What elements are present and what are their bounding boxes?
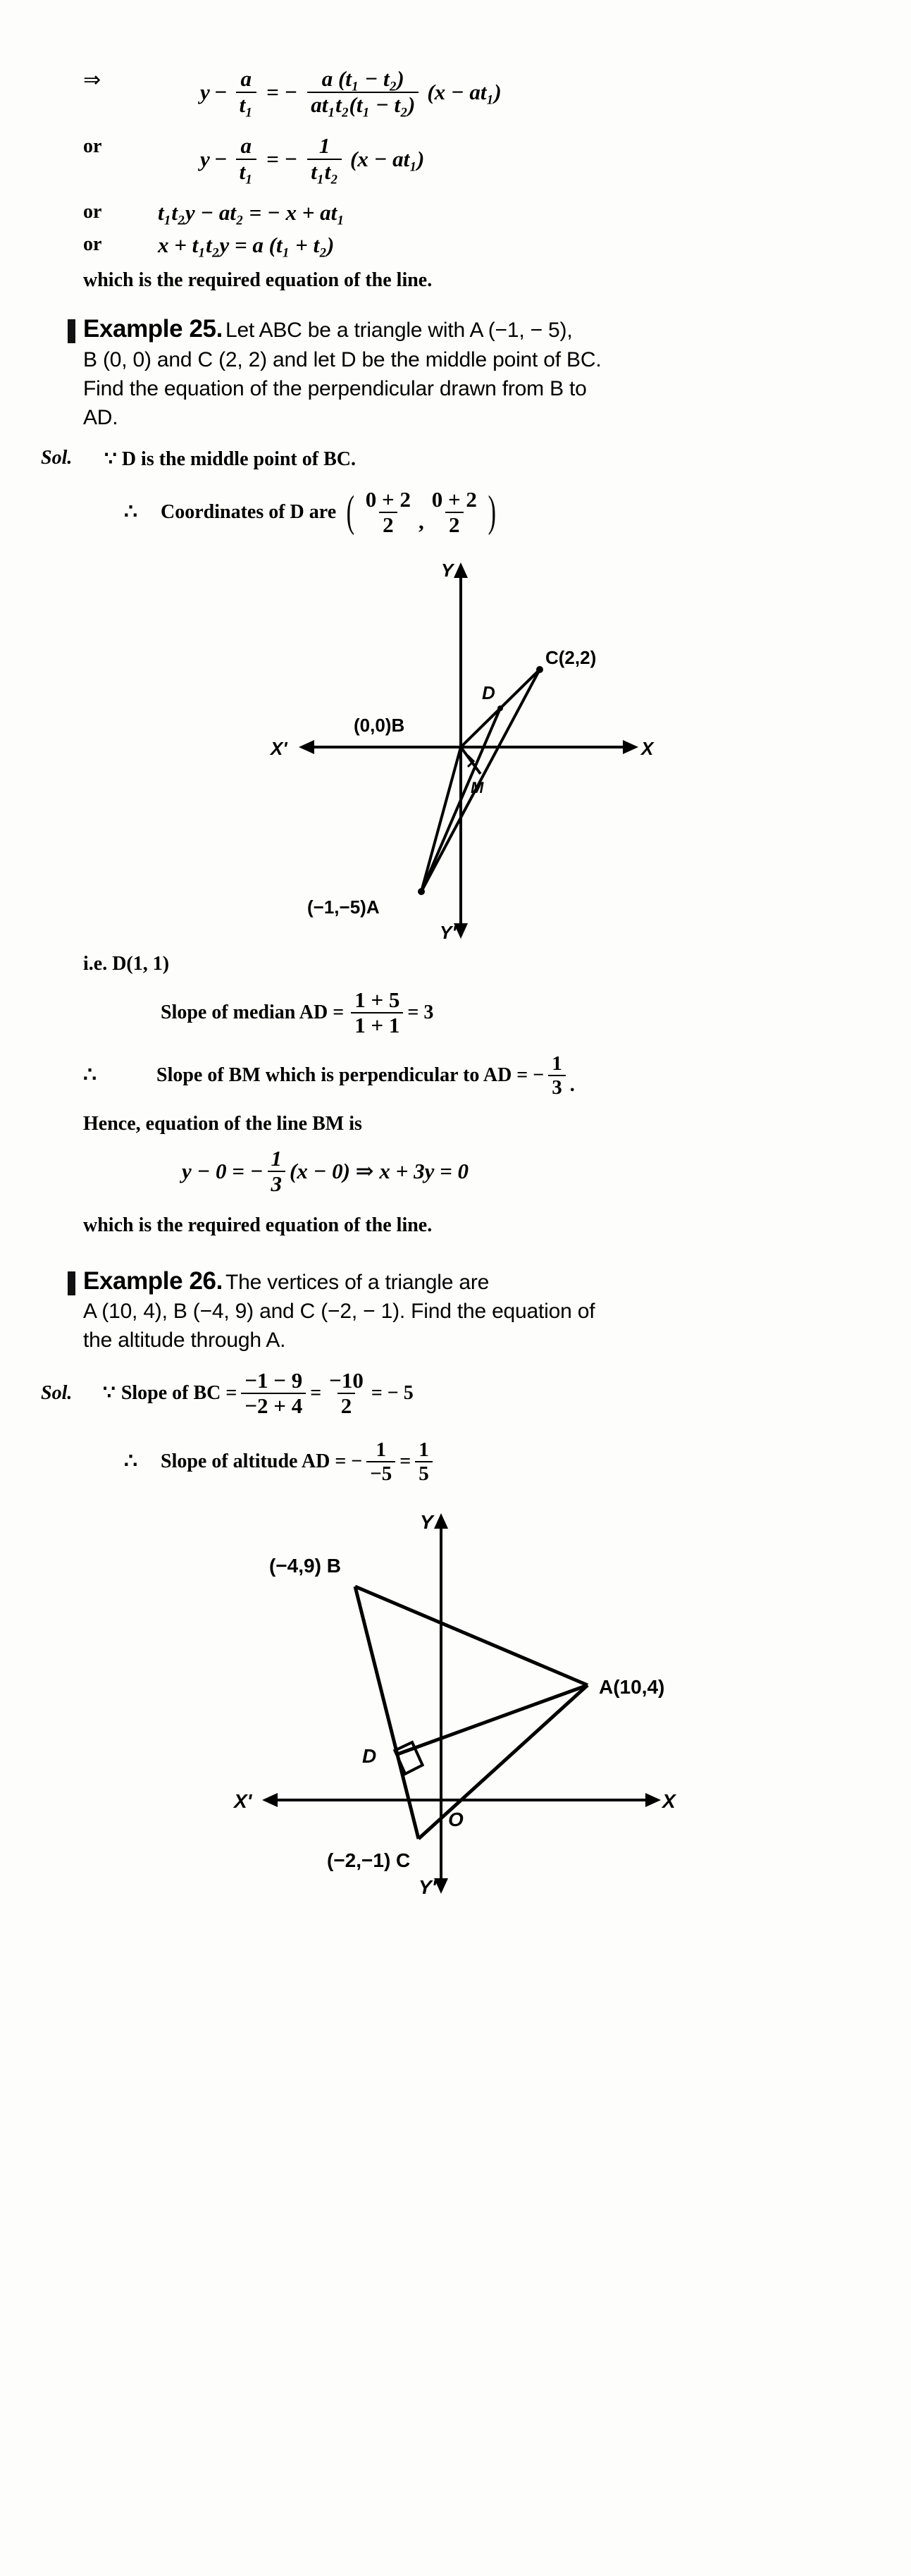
- slope-bc-lead: ∵: [103, 1381, 116, 1404]
- example-25-statement-line-4: AD.: [83, 406, 118, 430]
- d2-frac-den: t₁: [236, 159, 256, 184]
- point-A-dot: [418, 888, 425, 895]
- example-25-coords-row: [124, 488, 881, 537]
- slope-bm-lead: ∴: [83, 1064, 97, 1087]
- derivation-line-1: [83, 68, 841, 116]
- label-point-C: C(2,2): [545, 646, 596, 668]
- label-axis-y-pos: Y: [440, 559, 453, 581]
- example-26-statement-line-1: The vertices of a triangle are: [225, 1270, 490, 1294]
- derivation-line-2-math: [200, 135, 424, 183]
- d1-minus: −: [213, 79, 228, 104]
- slope-bc-den-2: 2: [337, 1393, 356, 1418]
- slope-median-value: = 3: [407, 1001, 434, 1023]
- derivation-line-3-lead: or: [83, 201, 102, 223]
- slope-bm-text: Slope of BM which is perpendicular to AD = −: [156, 1064, 545, 1086]
- slope-bm-den: 3: [548, 1075, 566, 1098]
- example-25-slope-bm: [83, 1053, 841, 1099]
- example-26-statement-line-2: A (10, 4), B (−4, 9) and C (−2, − 1). Find the equation of: [83, 1300, 595, 1324]
- slope-alt-den-2: 5: [415, 1461, 433, 1484]
- coords-frac-y: [428, 488, 481, 537]
- page-content: [41, 66, 841, 1909]
- derivation-line-1-lead: ⇒: [83, 68, 101, 92]
- example-marker-bar-icon-2: [68, 1271, 75, 1295]
- example-25-slope-median: [161, 989, 841, 1037]
- slope-median-label: Slope of median AD =: [161, 1001, 345, 1023]
- slope-bc-num-2: −10: [329, 1367, 364, 1393]
- derivation-closing: which is the required equation of the line.: [83, 269, 433, 292]
- y-pos-arrow-icon: [434, 1513, 448, 1529]
- d1-frac-num: a: [240, 66, 252, 91]
- example-25-sol-label: Sol.: [41, 446, 73, 469]
- derivation-line-4-lead: or: [83, 233, 102, 256]
- figure-example-26: [230, 1500, 695, 1902]
- slope-median-frac: [351, 989, 403, 1037]
- slope-bc-den-1: −2 + 4: [241, 1393, 306, 1418]
- coords-frac-y-den: 2: [445, 512, 464, 537]
- d2-eq: = −: [266, 146, 298, 171]
- point-D-dot: [497, 705, 503, 711]
- example-26-title: Example 26.: [83, 1267, 223, 1295]
- slope-alt-frac-2: [415, 1439, 433, 1485]
- example-26-statement-line-3: the altitude through A.: [83, 1329, 286, 1352]
- coords-frac-x-den: 2: [379, 512, 397, 537]
- slope-alt-frac-1: [366, 1439, 395, 1485]
- slope-alt-den-1: −5: [366, 1461, 395, 1484]
- label-point-D: D: [361, 1744, 376, 1767]
- point-C-dot: [536, 666, 543, 673]
- segment-AD-altitude: [397, 1685, 588, 1754]
- final-eq-left: y − 0 = −: [182, 1159, 264, 1184]
- coords-frac-y-num: 0 + 2: [431, 486, 477, 512]
- example-25-coords-text: Coordinates of D are: [161, 500, 337, 523]
- label-point-A: A(10,4): [598, 1675, 664, 1698]
- slope-bc-num-1: −1 − 9: [244, 1367, 303, 1393]
- final-eq-num: 1: [271, 1145, 282, 1171]
- slope-bc-value: = − 5: [371, 1381, 414, 1404]
- slope-bm-period: .: [569, 1073, 575, 1096]
- example-26-solution-row: [41, 1369, 841, 1418]
- final-eq-den: 3: [268, 1171, 286, 1196]
- derivation-line-3: [83, 200, 841, 226]
- derivation-line-4-math: x + t₁t₂y = a (t₁ + t₂): [158, 233, 335, 258]
- derivation-line-4: [83, 233, 841, 258]
- example-25-statement-line-2: B (0, 0) and C (2, 2) and let D be the middle point of BC.: [83, 347, 602, 371]
- slope-alt-num-2: 1: [419, 1438, 429, 1461]
- axis-arrowheads: [299, 559, 638, 939]
- d2-tail: (x − at₁): [350, 146, 425, 171]
- example-25-ie-line: i.e. D(1, 1): [83, 952, 170, 975]
- label-axis-y-neg: Y': [439, 921, 457, 943]
- label-point-B: (0,0)B: [353, 714, 404, 736]
- y-pos-arrow-icon: [454, 562, 468, 578]
- slope-median-den: 1 + 1: [351, 1012, 403, 1037]
- x-pos-arrow-icon: [623, 740, 638, 754]
- example-25-solution-row: [41, 447, 841, 473]
- example-26-slope-altitude: [124, 1439, 881, 1485]
- example-25-final-equation: [182, 1147, 841, 1196]
- d2-minus: −: [213, 146, 228, 171]
- coords-separator: ,: [418, 508, 424, 534]
- label-axis-x-neg: X': [233, 1789, 252, 1812]
- example-25-heading: [68, 315, 841, 345]
- example-25: [41, 315, 841, 1239]
- d2-frac-a-t1: [236, 135, 256, 183]
- label-point-M: M: [470, 778, 483, 796]
- label-point-O: O: [447, 1808, 464, 1830]
- example-26-heading: [68, 1267, 841, 1297]
- d2-big-num: 1: [318, 133, 330, 159]
- slope-alt-num-1: 1: [376, 1438, 387, 1461]
- label-axis-x-pos: X: [662, 1789, 676, 1812]
- derivation-line-2-lead: or: [83, 135, 102, 158]
- d2-big-frac: [307, 135, 342, 183]
- label-point-C: (−2,−1) C: [326, 1849, 410, 1871]
- example-25-sol-given: ∵ D is the middle point of BC.: [104, 448, 356, 470]
- d1-frac-a-t1: [236, 68, 256, 116]
- example-25-closing: which is the required equation of the line.: [83, 1214, 433, 1236]
- slope-alt-lead: ∴: [124, 1450, 138, 1474]
- label-point-A: (−1,−5)A: [306, 896, 380, 918]
- right-paren-glyph: ): [488, 488, 496, 536]
- x-neg-arrow-icon: [299, 740, 314, 754]
- slope-bm-frac: [548, 1053, 566, 1099]
- d1-y: y: [200, 79, 210, 104]
- d1-eq: = −: [266, 79, 298, 104]
- example-25-heading-text: [83, 315, 572, 345]
- example-25-hence: Hence, equation of the line BM is: [83, 1112, 362, 1135]
- example-26: [41, 1267, 841, 1902]
- d1-frac-den: t₁: [236, 92, 256, 117]
- slope-bc-frac-1: [241, 1369, 306, 1418]
- derivation-line-2: [83, 135, 841, 183]
- coords-frac-x-num: 0 + 2: [365, 486, 411, 512]
- slope-alt-eq: =: [399, 1450, 411, 1472]
- d1-tail: (x − at₁): [427, 79, 502, 104]
- example-25-statement-line-3: Find the equation of the perpendicular drawn from B to: [83, 376, 587, 400]
- example-marker-bar-icon: [68, 319, 75, 343]
- example-26-heading-text: [83, 1267, 489, 1297]
- d1-big-den: at₁t₂(t₁ − t₂): [307, 92, 419, 117]
- d1-big-num: a (t₁ − t₂): [321, 66, 404, 91]
- d2-big-den: t₁t₂: [307, 159, 342, 184]
- coords-frac-x: [362, 488, 414, 537]
- segment-BA: [355, 1586, 588, 1685]
- segment-AB: [421, 747, 461, 892]
- figure-example-25: [265, 550, 659, 944]
- slope-alt-text: Slope of altitude AD = −: [161, 1450, 363, 1472]
- slope-bc-eq-1: =: [310, 1381, 322, 1404]
- example-25-coords-lead: ∴: [124, 500, 138, 524]
- example-25-title: Example 25.: [83, 315, 223, 343]
- label-axis-x-pos: X: [640, 737, 653, 759]
- example-26-slope-bc: [103, 1369, 414, 1418]
- label-point-B: (−4,9) B: [268, 1554, 341, 1577]
- d2-y: y: [200, 146, 210, 171]
- x-neg-arrow-icon: [262, 1793, 278, 1807]
- label-axis-y-neg: Y': [418, 1875, 436, 1898]
- final-eq-mid: (x − 0) ⇒ x + 3y = 0: [290, 1159, 469, 1184]
- d2-frac-num: a: [240, 133, 252, 159]
- derivation-line-3-math: t₁t₂y − at₂ = − x + at₁: [158, 200, 345, 226]
- slope-median-num: 1 + 5: [354, 987, 400, 1012]
- label-axis-y-pos: Y: [419, 1510, 433, 1533]
- example-25-coords-math: [343, 488, 499, 537]
- segment-CA: [419, 1685, 588, 1839]
- x-pos-arrow-icon: [645, 1793, 661, 1807]
- derivation-line-1-math: [200, 68, 502, 116]
- final-eq-frac: [268, 1147, 286, 1196]
- label-point-D: D: [481, 682, 495, 703]
- slope-bm-num: 1: [552, 1052, 562, 1075]
- left-paren-glyph: (: [346, 488, 355, 536]
- slope-bc-text: Slope of BC =: [120, 1381, 237, 1404]
- example-25-statement-line-1: Let ABC be a triangle with A (−1, − 5),: [225, 319, 573, 343]
- example-26-sol-label: Sol.: [41, 1382, 73, 1405]
- d1-big-frac: [307, 68, 419, 116]
- label-axis-x-neg: X': [270, 737, 287, 759]
- slope-bc-frac-2: [326, 1369, 367, 1418]
